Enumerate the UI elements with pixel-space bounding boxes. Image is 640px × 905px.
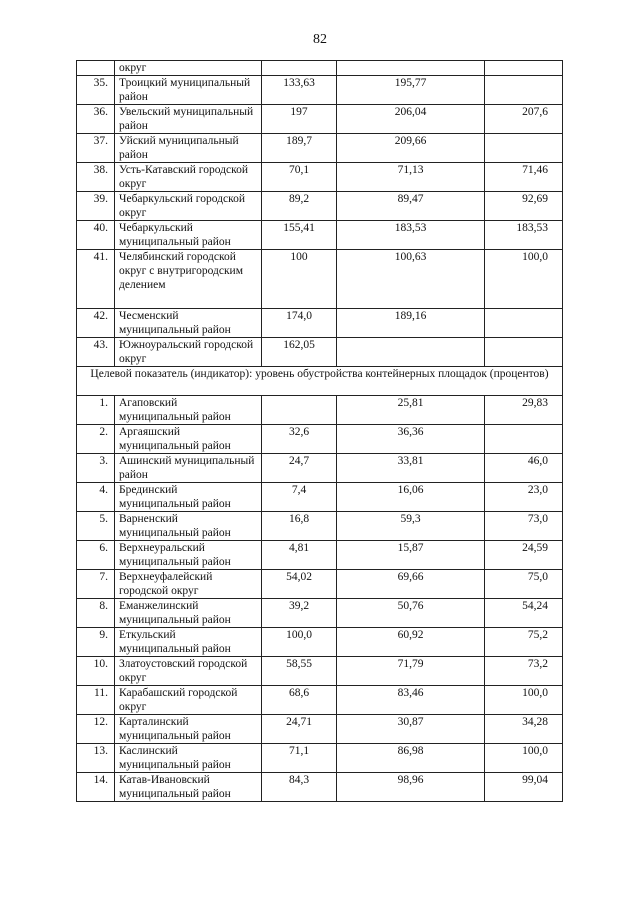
row-number: 43. <box>77 338 115 367</box>
row-number: 14. <box>77 773 115 802</box>
value-3: 34,28 <box>485 715 563 744</box>
row-name: Ашинский муниципальный район <box>115 454 262 483</box>
row-number: 40. <box>77 221 115 250</box>
value-3: 75,0 <box>485 570 563 599</box>
row-number: 10. <box>77 657 115 686</box>
value-2: 60,92 <box>337 628 485 657</box>
value-3: 29,83 <box>485 396 563 425</box>
value-1: 155,41 <box>262 221 337 250</box>
row-number: 13. <box>77 744 115 773</box>
value-2: 69,66 <box>337 570 485 599</box>
row-number: 9. <box>77 628 115 657</box>
table-row <box>77 773 563 802</box>
value-1: 133,63 <box>262 76 337 105</box>
table-row <box>77 512 563 541</box>
row-name: Усть-Катавский городской округ <box>115 163 262 192</box>
table-row <box>77 425 563 454</box>
value-3 <box>485 134 563 163</box>
table-row <box>77 686 563 715</box>
value-2: 209,66 <box>337 134 485 163</box>
table-row <box>77 599 563 628</box>
value-3: 23,0 <box>485 483 563 512</box>
value-2: 83,46 <box>337 686 485 715</box>
table-row <box>77 105 563 134</box>
value-3 <box>485 338 563 367</box>
value-2: 50,76 <box>337 599 485 628</box>
value-1: 71,1 <box>262 744 337 773</box>
value-1: 174,0 <box>262 309 337 338</box>
value-1: 24,71 <box>262 715 337 744</box>
value-1: 70,1 <box>262 163 337 192</box>
value-1: 4,81 <box>262 541 337 570</box>
table-row <box>77 715 563 744</box>
value-2: 206,04 <box>337 105 485 134</box>
value-2: 15,87 <box>337 541 485 570</box>
table-row <box>77 628 563 657</box>
value-2: 98,96 <box>337 773 485 802</box>
row-name: Чебаркульский городской округ <box>115 192 262 221</box>
value-2: 71,79 <box>337 657 485 686</box>
value-2: 16,06 <box>337 483 485 512</box>
value-3: 99,04 <box>485 773 563 802</box>
value-1: 100,0 <box>262 628 337 657</box>
table-row <box>77 192 563 221</box>
value-1: 58,55 <box>262 657 337 686</box>
row-name: Катав-Ивановский муниципальный район <box>115 773 262 802</box>
row-name: Верхнеуральский муниципальный район <box>115 541 262 570</box>
row-name: Варненский муниципальный район <box>115 512 262 541</box>
row-name: Карабашский городской округ <box>115 686 262 715</box>
value-3 <box>485 61 563 76</box>
row-number: 42. <box>77 309 115 338</box>
table-row <box>77 61 563 76</box>
row-number: 11. <box>77 686 115 715</box>
value-3 <box>485 76 563 105</box>
value-2: 25,81 <box>337 396 485 425</box>
table-row <box>77 483 563 512</box>
row-name: Троицкий муниципальный район <box>115 76 262 105</box>
section-1-body <box>77 61 563 367</box>
value-2: 71,13 <box>337 163 485 192</box>
value-2: 36,36 <box>337 425 485 454</box>
value-2: 33,81 <box>337 454 485 483</box>
value-1: 162,05 <box>262 338 337 367</box>
row-number: 12. <box>77 715 115 744</box>
value-1: 189,7 <box>262 134 337 163</box>
value-2: 59,3 <box>337 512 485 541</box>
row-name: Еткульский муниципальный район <box>115 628 262 657</box>
table-row <box>77 134 563 163</box>
table-row <box>77 454 563 483</box>
value-2: 86,98 <box>337 744 485 773</box>
table-row <box>77 76 563 105</box>
row-name: Златоустовский городской округ <box>115 657 262 686</box>
row-number: 4. <box>77 483 115 512</box>
row-name: Каслинский муниципальный район <box>115 744 262 773</box>
row-name: Южноуральский городской округ <box>115 338 262 367</box>
value-3 <box>485 309 563 338</box>
value-1: 32,6 <box>262 425 337 454</box>
row-number: 38. <box>77 163 115 192</box>
value-3: 207,6 <box>485 105 563 134</box>
value-2: 183,53 <box>337 221 485 250</box>
row-name: Брединский муниципальный район <box>115 483 262 512</box>
table-row <box>77 309 563 338</box>
row-number: 5. <box>77 512 115 541</box>
value-1: 7,4 <box>262 483 337 512</box>
value-1: 24,7 <box>262 454 337 483</box>
value-1: 16,8 <box>262 512 337 541</box>
row-number: 36. <box>77 105 115 134</box>
table-row <box>77 396 563 425</box>
value-1 <box>262 61 337 76</box>
value-2 <box>337 61 485 76</box>
value-3 <box>485 425 563 454</box>
value-3: 71,46 <box>485 163 563 192</box>
value-3: 24,59 <box>485 541 563 570</box>
value-2: 30,87 <box>337 715 485 744</box>
value-2: 189,16 <box>337 309 485 338</box>
value-2: 89,47 <box>337 192 485 221</box>
value-3: 73,0 <box>485 512 563 541</box>
table-row <box>77 744 563 773</box>
row-number: 3. <box>77 454 115 483</box>
row-name: Уйский муниципальный район <box>115 134 262 163</box>
value-3: 75,2 <box>485 628 563 657</box>
row-number <box>77 61 115 76</box>
row-number: 7. <box>77 570 115 599</box>
row-number: 39. <box>77 192 115 221</box>
table-row <box>77 657 563 686</box>
row-number: 37. <box>77 134 115 163</box>
row-number: 35. <box>77 76 115 105</box>
value-1: 68,6 <box>262 686 337 715</box>
value-3: 92,69 <box>485 192 563 221</box>
indicator-caption: Целевой показатель (индикатор): уровень обустройства контейнерных площадок (процентов) <box>77 367 563 396</box>
indicator-table <box>76 60 563 802</box>
table-row <box>77 163 563 192</box>
value-3: 46,0 <box>485 454 563 483</box>
section-2-body <box>77 396 563 802</box>
value-2: 195,77 <box>337 76 485 105</box>
row-number: 41. <box>77 250 115 309</box>
value-1: 89,2 <box>262 192 337 221</box>
table-row <box>77 570 563 599</box>
row-name: Увельский муниципальный район <box>115 105 262 134</box>
table-row <box>77 221 563 250</box>
value-1 <box>262 396 337 425</box>
value-3: 183,53 <box>485 221 563 250</box>
row-name: Чесменский муниципальный район <box>115 309 262 338</box>
table-row <box>77 250 563 309</box>
row-number: 2. <box>77 425 115 454</box>
caption-body <box>77 367 563 396</box>
row-name: Чебаркульский муниципальный район <box>115 221 262 250</box>
row-name: Челябинский городской округ с внутригородским делением <box>115 250 262 309</box>
row-number: 8. <box>77 599 115 628</box>
value-1: 100 <box>262 250 337 309</box>
row-name: Агаповский муниципальный район <box>115 396 262 425</box>
row-number: 1. <box>77 396 115 425</box>
table-row <box>77 338 563 367</box>
value-1: 39,2 <box>262 599 337 628</box>
row-number: 6. <box>77 541 115 570</box>
row-name: Карталинский муниципальный район <box>115 715 262 744</box>
value-2: 100,63 <box>337 250 485 309</box>
page-number: 82 <box>313 32 327 47</box>
value-2 <box>337 338 485 367</box>
value-1: 84,3 <box>262 773 337 802</box>
value-1: 54,02 <box>262 570 337 599</box>
value-3: 100,0 <box>485 744 563 773</box>
row-name: округ <box>115 61 262 76</box>
value-3: 100,0 <box>485 250 563 309</box>
value-3: 100,0 <box>485 686 563 715</box>
value-3: 54,24 <box>485 599 563 628</box>
table-row <box>77 541 563 570</box>
value-1: 197 <box>262 105 337 134</box>
row-name: Верхнеуфалейский городской округ <box>115 570 262 599</box>
row-name: Еманжелинский муниципальный район <box>115 599 262 628</box>
row-name: Аргаяшский муниципальный район <box>115 425 262 454</box>
value-3: 73,2 <box>485 657 563 686</box>
